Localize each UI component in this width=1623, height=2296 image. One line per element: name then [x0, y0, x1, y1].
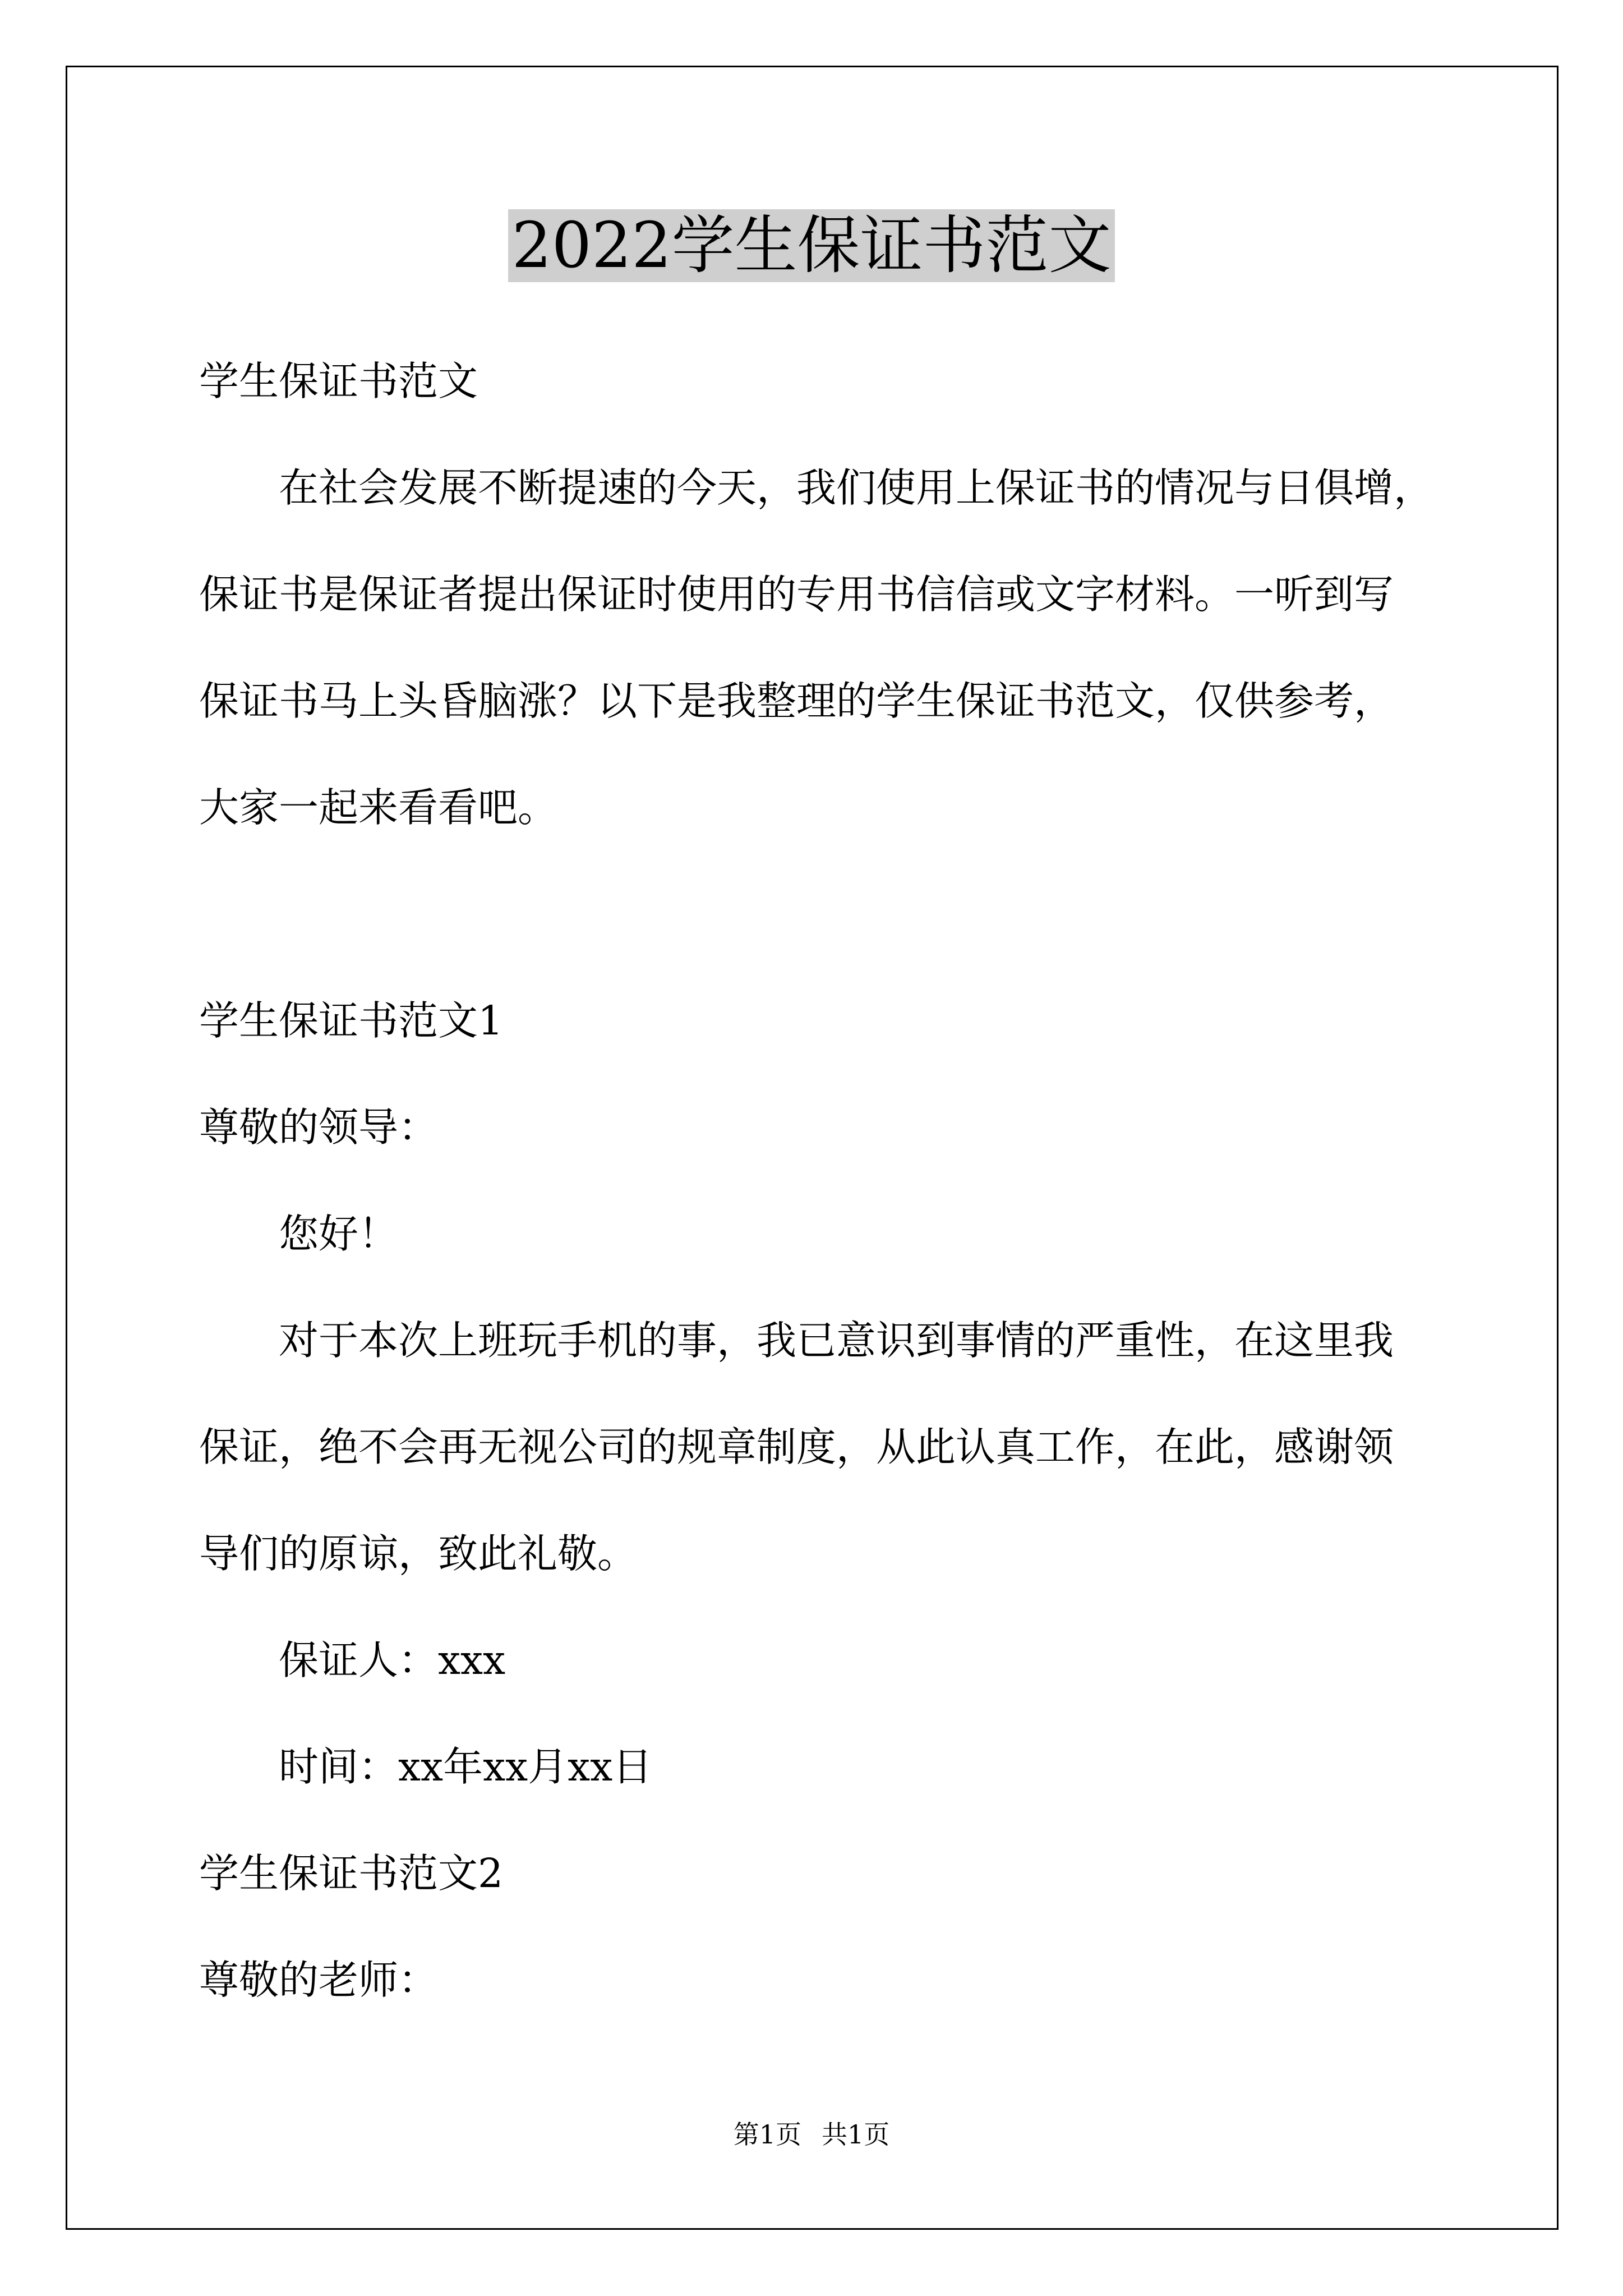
- sample1-body-line-3: 导们的原谅，致此礼敬。: [199, 1530, 638, 1577]
- document-title: 2022学生保证书范文: [0, 204, 1623, 288]
- sample1-body-line-1: 对于本次上班玩手机的事，我已意识到事情的严重性，在这里我: [279, 1317, 1394, 1364]
- sample2-heading: 学生保证书范文2: [199, 1850, 504, 1897]
- intro-line-4: 大家一起来看看吧。: [199, 784, 558, 831]
- sample1-greeting: 您好！: [279, 1211, 399, 1257]
- intro-line-2: 保证书是保证者提出保证时使用的专用书信信或文字材料。一听到写: [199, 571, 1394, 618]
- page-footer: [0, 2118, 1623, 2151]
- sample1-salutation: 尊敬的领导：: [199, 1104, 439, 1151]
- sample1-date: 时间：xx年xx月xx日: [279, 1743, 653, 1790]
- sample1-guarantor: 保证人：xxx: [279, 1637, 506, 1683]
- sample2-salutation: 尊敬的老师：: [199, 1957, 439, 2003]
- intro-line-3: 保证书马上头昏脑涨？以下是我整理的学生保证书范文，仅供参考，: [199, 678, 1394, 724]
- intro-line-1: 在社会发展不断提速的今天，我们使用上保证书的情况与日俱增，: [279, 464, 1434, 511]
- footer-total-pages: 共1页: [822, 2119, 890, 2150]
- footer-page-number: 第1页: [733, 2119, 801, 2150]
- sample1-body-line-2: 保证，绝不会再无视公司的规章制度，从此认真工作，在此，感谢领: [199, 1424, 1394, 1470]
- sample1-heading: 学生保证书范文1: [199, 997, 504, 1044]
- document-subtitle: 学生保证书范文: [199, 358, 478, 404]
